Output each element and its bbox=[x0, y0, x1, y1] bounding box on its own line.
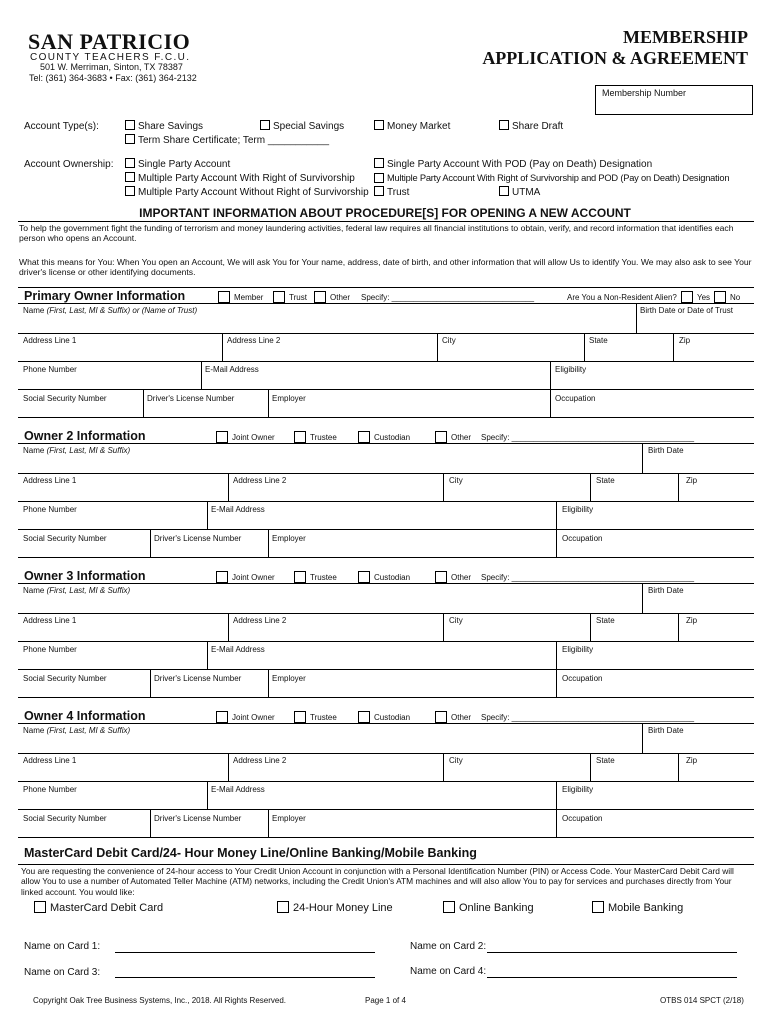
field-label: Name bbox=[23, 586, 45, 595]
option-label: Trustee bbox=[310, 433, 337, 443]
divider bbox=[18, 443, 754, 444]
divider bbox=[642, 443, 643, 473]
owner-3-eligibility-field[interactable]: Eligibility bbox=[562, 645, 594, 654]
option-trust[interactable] bbox=[374, 187, 409, 198]
account-types-label: Account Type(s): bbox=[24, 121, 99, 132]
owner-3-zip-field[interactable]: Zip bbox=[686, 616, 698, 625]
option-label: Joint Owner bbox=[232, 573, 275, 583]
membership-number-field[interactable] bbox=[595, 85, 753, 115]
primary-phone-field[interactable]: Phone Number bbox=[23, 365, 77, 374]
divider bbox=[642, 723, 643, 753]
owner-4-eligibility-field[interactable]: Eligibility bbox=[562, 785, 594, 794]
divider bbox=[18, 333, 754, 334]
form-code: OTBS 014 SPCT (2/18) bbox=[660, 996, 744, 1005]
option-label: Trustee bbox=[310, 573, 337, 583]
divider bbox=[268, 809, 269, 837]
divider bbox=[268, 529, 269, 557]
checkbox[interactable] bbox=[125, 172, 135, 182]
page-number: Page 1 of 4 bbox=[365, 996, 406, 1005]
field-hint: (First, Last, MI & Suffix) or (Name of Trust) bbox=[46, 306, 198, 315]
owner-2-address2-field[interactable]: Address Line 2 bbox=[233, 476, 287, 485]
checkbox[interactable] bbox=[294, 711, 306, 723]
divider bbox=[150, 809, 151, 837]
owner-3-state-field[interactable]: State bbox=[596, 616, 615, 625]
checkbox[interactable] bbox=[443, 901, 455, 913]
owner-3-occupation-field[interactable]: Occupation bbox=[562, 674, 603, 683]
divider bbox=[18, 417, 754, 418]
divider bbox=[18, 583, 754, 584]
option-multi-without-survivorship[interactable] bbox=[125, 187, 369, 198]
owner-2-eligibility-field[interactable]: Eligibility bbox=[562, 505, 594, 514]
option-label: 24-Hour Money Line bbox=[293, 902, 393, 914]
option-label: Joint Owner bbox=[232, 713, 275, 723]
checkbox[interactable] bbox=[34, 901, 46, 913]
owner-4-email-field[interactable]: E-Mail Address bbox=[211, 785, 265, 794]
option-term-certificate[interactable] bbox=[125, 135, 329, 146]
owner-4-city-field[interactable]: City bbox=[449, 756, 463, 765]
owner-2-heading: Owner 2 Information bbox=[24, 429, 146, 443]
owner-4-address1-field[interactable]: Address Line 1 bbox=[23, 756, 77, 765]
primary-ssn-field[interactable]: Social Security Number bbox=[23, 394, 107, 403]
checkbox[interactable] bbox=[125, 158, 135, 168]
card-name-1-input[interactable] bbox=[115, 952, 375, 953]
option-label: Special Savings bbox=[273, 121, 345, 132]
option-label: Custodian bbox=[374, 713, 411, 723]
owner-2-zip-field[interactable]: Zip bbox=[686, 476, 698, 485]
owner-3-specify-field[interactable]: Specify: _________________________________________ bbox=[481, 573, 695, 582]
primary-zip-field[interactable]: Zip bbox=[679, 336, 691, 345]
option-label: Share Draft bbox=[512, 121, 564, 132]
divider bbox=[678, 473, 679, 501]
owner-4-zip-field[interactable]: Zip bbox=[686, 756, 698, 765]
owner-3-heading: Owner 3 Information bbox=[24, 569, 146, 583]
owner-3-dl-field[interactable]: Driver's License Number bbox=[154, 674, 242, 683]
option-label: Joint Owner bbox=[232, 433, 275, 443]
divider bbox=[636, 303, 637, 333]
divider bbox=[18, 303, 754, 304]
primary-eligibility-field[interactable]: Eligibility bbox=[555, 365, 587, 374]
divider bbox=[18, 641, 754, 642]
divider bbox=[222, 333, 223, 361]
option-single-pod[interactable] bbox=[374, 159, 652, 170]
card-name-2-input[interactable] bbox=[487, 952, 737, 953]
card-name-4-label: Name on Card 4: bbox=[410, 966, 487, 977]
checkbox[interactable] bbox=[216, 431, 228, 443]
primary-email-field[interactable]: E-Mail Address bbox=[205, 365, 259, 374]
checkbox[interactable] bbox=[499, 120, 509, 130]
divider bbox=[590, 753, 591, 781]
divider bbox=[443, 613, 444, 641]
field-label: Name bbox=[23, 446, 45, 455]
divider bbox=[443, 753, 444, 781]
option-label: Custodian bbox=[374, 573, 411, 583]
divider bbox=[18, 781, 754, 782]
owner-3-city-field[interactable]: City bbox=[449, 616, 463, 625]
checkbox[interactable] bbox=[714, 291, 726, 303]
field-hint: (First, Last, MI & Suffix) bbox=[46, 726, 131, 735]
logo-subtitle: COUNTY TEACHERS F.C.U. bbox=[30, 52, 191, 63]
primary-address1-field[interactable]: Address Line 1 bbox=[23, 336, 77, 345]
copyright-text: Copyright Oak Tree Business Systems, Inc., 2018. All Rights Reserved. bbox=[33, 996, 286, 1005]
checkbox[interactable] bbox=[260, 120, 270, 130]
divider bbox=[207, 501, 208, 529]
option-label: Other bbox=[451, 713, 472, 723]
option-label: Other bbox=[451, 573, 472, 583]
option-multi-survivorship-pod[interactable] bbox=[374, 173, 729, 184]
field-label: Name bbox=[23, 726, 45, 735]
owner-3-email-field[interactable]: E-Mail Address bbox=[211, 645, 265, 654]
option-mastercard-debit[interactable] bbox=[34, 902, 163, 914]
primary-occupation-field[interactable]: Occupation bbox=[555, 394, 596, 403]
option-label: Multiple Party Account With Right of Survivorship and POD (Pay on Death) Designation bbox=[387, 173, 730, 183]
card-name-4-input[interactable] bbox=[487, 977, 737, 978]
option-label: No bbox=[730, 293, 741, 303]
owner-4-occupation-field[interactable]: Occupation bbox=[562, 814, 603, 823]
option-share-savings[interactable] bbox=[125, 121, 203, 132]
divider bbox=[268, 389, 269, 417]
account-ownership-label: Account Ownership: bbox=[24, 159, 114, 170]
checkbox[interactable] bbox=[358, 571, 370, 583]
divider bbox=[590, 613, 591, 641]
checkbox[interactable] bbox=[216, 571, 228, 583]
owner-2-email-field[interactable]: E-Mail Address bbox=[211, 505, 265, 514]
divider bbox=[18, 809, 754, 810]
option-mobile-banking[interactable] bbox=[592, 902, 683, 914]
option-label: Mobile Banking bbox=[608, 902, 684, 914]
divider bbox=[678, 613, 679, 641]
owner-4-ssn-field[interactable]: Social Security Number bbox=[23, 814, 107, 823]
divider bbox=[642, 583, 643, 613]
option-label: UTMA bbox=[512, 187, 541, 198]
checkbox[interactable] bbox=[592, 901, 604, 913]
divider bbox=[673, 333, 674, 361]
option-label: Trust bbox=[387, 187, 410, 198]
option-share-draft[interactable] bbox=[499, 121, 563, 132]
owner-2-dl-field[interactable]: Driver's License Number bbox=[154, 534, 242, 543]
card-name-3-input[interactable] bbox=[115, 977, 375, 978]
debit-paragraph: You are requesting the convenience of 24-hour access to Your Credit Union Account in conjunction with a Personal Identification Number (PIN) or Access Code. Your MasterCard Debit Card will allow You to use a number of Automated Teller Machine (ATM) networks, including the Credit Union's ATM machines and will also allow You to pay for services and purchases directly from Your linked account. You would like: bbox=[21, 866, 734, 897]
owner-2-phone-field[interactable]: Phone Number bbox=[23, 505, 77, 514]
owner-3-birth-field[interactable]: Birth Date bbox=[648, 586, 684, 595]
owner-2-state-field[interactable]: State bbox=[596, 476, 615, 485]
form-title bbox=[482, 27, 748, 69]
checkbox[interactable] bbox=[681, 291, 693, 303]
owner-4-address2-field[interactable]: Address Line 2 bbox=[233, 756, 287, 765]
divider bbox=[228, 613, 229, 641]
option-single-party[interactable] bbox=[125, 159, 230, 170]
divider bbox=[207, 781, 208, 809]
owner-3-ssn-field[interactable]: Social Security Number bbox=[23, 674, 107, 683]
option-label: Multiple Party Account With Right of Survivorship bbox=[138, 173, 355, 184]
checkbox[interactable] bbox=[499, 186, 509, 196]
owner-3-address1-field[interactable]: Address Line 1 bbox=[23, 616, 77, 625]
checkbox[interactable] bbox=[294, 571, 306, 583]
divider bbox=[228, 753, 229, 781]
org-address: 501 W. Merriman, Sinton, TX 78387 bbox=[40, 62, 183, 72]
option-multi-with-survivorship[interactable] bbox=[125, 173, 355, 184]
option-label: Other bbox=[330, 293, 351, 303]
logo-name: SAN PATRICIO bbox=[28, 29, 191, 54]
owner-3-phone-field[interactable]: Phone Number bbox=[23, 645, 77, 654]
checkbox[interactable] bbox=[294, 431, 306, 443]
divider bbox=[18, 501, 754, 502]
option-label: Share Savings bbox=[138, 121, 204, 132]
divider bbox=[443, 473, 444, 501]
option-label: Online Banking bbox=[459, 902, 534, 914]
divider bbox=[18, 361, 754, 362]
divider bbox=[18, 669, 754, 670]
divider bbox=[18, 613, 754, 614]
credit-union-logo bbox=[28, 29, 200, 63]
divider bbox=[18, 723, 754, 724]
card-name-3-label: Name on Card 3: bbox=[24, 967, 101, 978]
divider bbox=[18, 389, 754, 390]
checkbox[interactable] bbox=[125, 186, 135, 196]
nonresident-question: Are You a Non-Resident Alien? bbox=[567, 293, 677, 302]
owner-4-dl-field[interactable]: Driver's License Number bbox=[154, 814, 242, 823]
divider bbox=[207, 641, 208, 669]
option-label: MasterCard Debit Card bbox=[50, 902, 164, 914]
checkbox[interactable] bbox=[125, 134, 135, 144]
divider bbox=[18, 287, 754, 288]
owner-3-address2-field[interactable]: Address Line 2 bbox=[233, 616, 287, 625]
option-label: Single Party Account With POD (Pay on Death) Designation bbox=[387, 159, 653, 170]
option-label: Multiple Party Account Without Right of Survivorship bbox=[138, 187, 369, 198]
divider bbox=[678, 753, 679, 781]
checkbox[interactable] bbox=[273, 291, 285, 303]
owner-2-employer-field[interactable]: Employer bbox=[272, 534, 306, 543]
checkbox[interactable] bbox=[374, 158, 384, 168]
checkbox[interactable] bbox=[358, 711, 370, 723]
checkbox[interactable] bbox=[435, 431, 447, 443]
option-24hr-money-line[interactable] bbox=[277, 902, 393, 914]
option-label: Other bbox=[451, 433, 472, 443]
field-hint: (First, Last, MI & Suffix) bbox=[46, 586, 131, 595]
divider bbox=[228, 473, 229, 501]
owner-4-phone-field[interactable]: Phone Number bbox=[23, 785, 77, 794]
divider bbox=[150, 529, 151, 557]
checkbox[interactable] bbox=[358, 431, 370, 443]
owner-3-name-field[interactable] bbox=[23, 586, 130, 595]
divider bbox=[143, 389, 144, 417]
primary-address2-field[interactable]: Address Line 2 bbox=[227, 336, 281, 345]
option-utma[interactable] bbox=[499, 187, 540, 198]
divider bbox=[18, 753, 754, 754]
title-line2: APPLICATION & AGREEMENT bbox=[482, 48, 748, 68]
primary-dl-field[interactable]: Driver's License Number bbox=[147, 394, 235, 403]
checkbox[interactable] bbox=[374, 186, 384, 196]
owner-4-specify-field[interactable]: Specify: _________________________________________ bbox=[481, 713, 695, 722]
divider bbox=[18, 837, 754, 838]
card-name-2-label: Name on Card 2: bbox=[410, 941, 487, 952]
title-line1: MEMBERSHIP bbox=[622, 27, 748, 47]
option-special-savings[interactable] bbox=[260, 121, 344, 132]
divider bbox=[18, 864, 754, 865]
checkbox[interactable] bbox=[125, 120, 135, 130]
owner-2-city-field[interactable]: City bbox=[449, 476, 463, 485]
option-label: Trust bbox=[289, 293, 307, 303]
divider bbox=[18, 529, 754, 530]
owner-4-employer-field[interactable]: Employer bbox=[272, 814, 306, 823]
divider bbox=[18, 557, 754, 558]
important-paragraph-2: What this means for You: When You open an Account, We will ask You for Your name, address, date of birth, and other information that will allow Us to identify You. We may also ask to see Your driver's license or other identifying documents. bbox=[19, 257, 752, 278]
checkbox[interactable] bbox=[216, 711, 228, 723]
checkbox[interactable] bbox=[277, 901, 289, 913]
checkbox[interactable] bbox=[218, 291, 230, 303]
primary-owner-heading: Primary Owner Information bbox=[24, 289, 186, 303]
important-heading: IMPORTANT INFORMATION ABOUT PROCEDURE[S] FOR OPENING A NEW ACCOUNT bbox=[139, 206, 631, 220]
option-label: Term Share Certificate; Term ___________ bbox=[138, 135, 330, 146]
owner-2-address1-field[interactable]: Address Line 1 bbox=[23, 476, 77, 485]
checkbox[interactable] bbox=[374, 173, 384, 183]
primary-state-field[interactable]: State bbox=[589, 336, 608, 345]
owner-2-specify-field[interactable]: Specify: _________________________________________ bbox=[481, 433, 695, 442]
org-phone-fax: Tel: (361) 364-3683 • Fax: (361) 364-2132 bbox=[29, 73, 197, 83]
divider bbox=[18, 473, 754, 474]
owner-3-employer-field[interactable]: Employer bbox=[272, 674, 306, 683]
primary-name-field[interactable] bbox=[23, 306, 197, 315]
option-label: Custodian bbox=[374, 433, 411, 443]
owner-2-birth-field[interactable]: Birth Date bbox=[648, 446, 684, 455]
divider bbox=[18, 697, 754, 698]
owner-2-occupation-field[interactable]: Occupation bbox=[562, 534, 603, 543]
divider bbox=[437, 333, 438, 361]
owner-4-state-field[interactable]: State bbox=[596, 756, 615, 765]
option-online-banking[interactable] bbox=[443, 902, 534, 914]
option-label: Member bbox=[234, 293, 264, 303]
primary-birth-field[interactable]: Birth Date or Date of Trust bbox=[640, 306, 733, 315]
divider bbox=[584, 333, 585, 361]
divider bbox=[590, 473, 591, 501]
divider bbox=[150, 669, 151, 697]
option-money-market[interactable] bbox=[374, 121, 450, 132]
debit-heading: MasterCard Debit Card/24- Hour Money Line/Online Banking/Mobile Banking bbox=[24, 846, 477, 860]
option-label: Single Party Account bbox=[138, 159, 231, 170]
owner-4-heading: Owner 4 Information bbox=[24, 709, 146, 723]
divider bbox=[201, 361, 202, 389]
owner-2-name-field[interactable] bbox=[23, 446, 130, 455]
membership-number-label: Membership Number bbox=[602, 88, 687, 98]
important-paragraph-1: To help the government fight the funding of terrorism and money laundering activities, federal law requires all financial institutions to obtain, verify, and record information that identifies each person who opens an Account. bbox=[19, 223, 734, 244]
owner-4-name-field[interactable] bbox=[23, 726, 130, 735]
option-label: Yes bbox=[697, 293, 711, 303]
primary-city-field[interactable]: City bbox=[442, 336, 456, 345]
divider bbox=[18, 221, 754, 222]
checkbox[interactable] bbox=[435, 571, 447, 583]
checkbox[interactable] bbox=[374, 120, 384, 130]
checkbox[interactable] bbox=[314, 291, 326, 303]
checkbox[interactable] bbox=[435, 711, 447, 723]
primary-employer-field[interactable]: Employer bbox=[272, 394, 306, 403]
owner-4-birth-field[interactable]: Birth Date bbox=[648, 726, 684, 735]
option-label: Money Market bbox=[387, 121, 451, 132]
card-name-1-label: Name on Card 1: bbox=[24, 941, 101, 952]
primary-specify-field[interactable]: Specify: ________________________________ bbox=[361, 293, 535, 302]
field-label: Name bbox=[23, 306, 45, 315]
option-label: Trustee bbox=[310, 713, 337, 723]
field-hint: (First, Last, MI & Suffix) bbox=[46, 446, 131, 455]
owner-2-ssn-field[interactable]: Social Security Number bbox=[23, 534, 107, 543]
divider bbox=[268, 669, 269, 697]
